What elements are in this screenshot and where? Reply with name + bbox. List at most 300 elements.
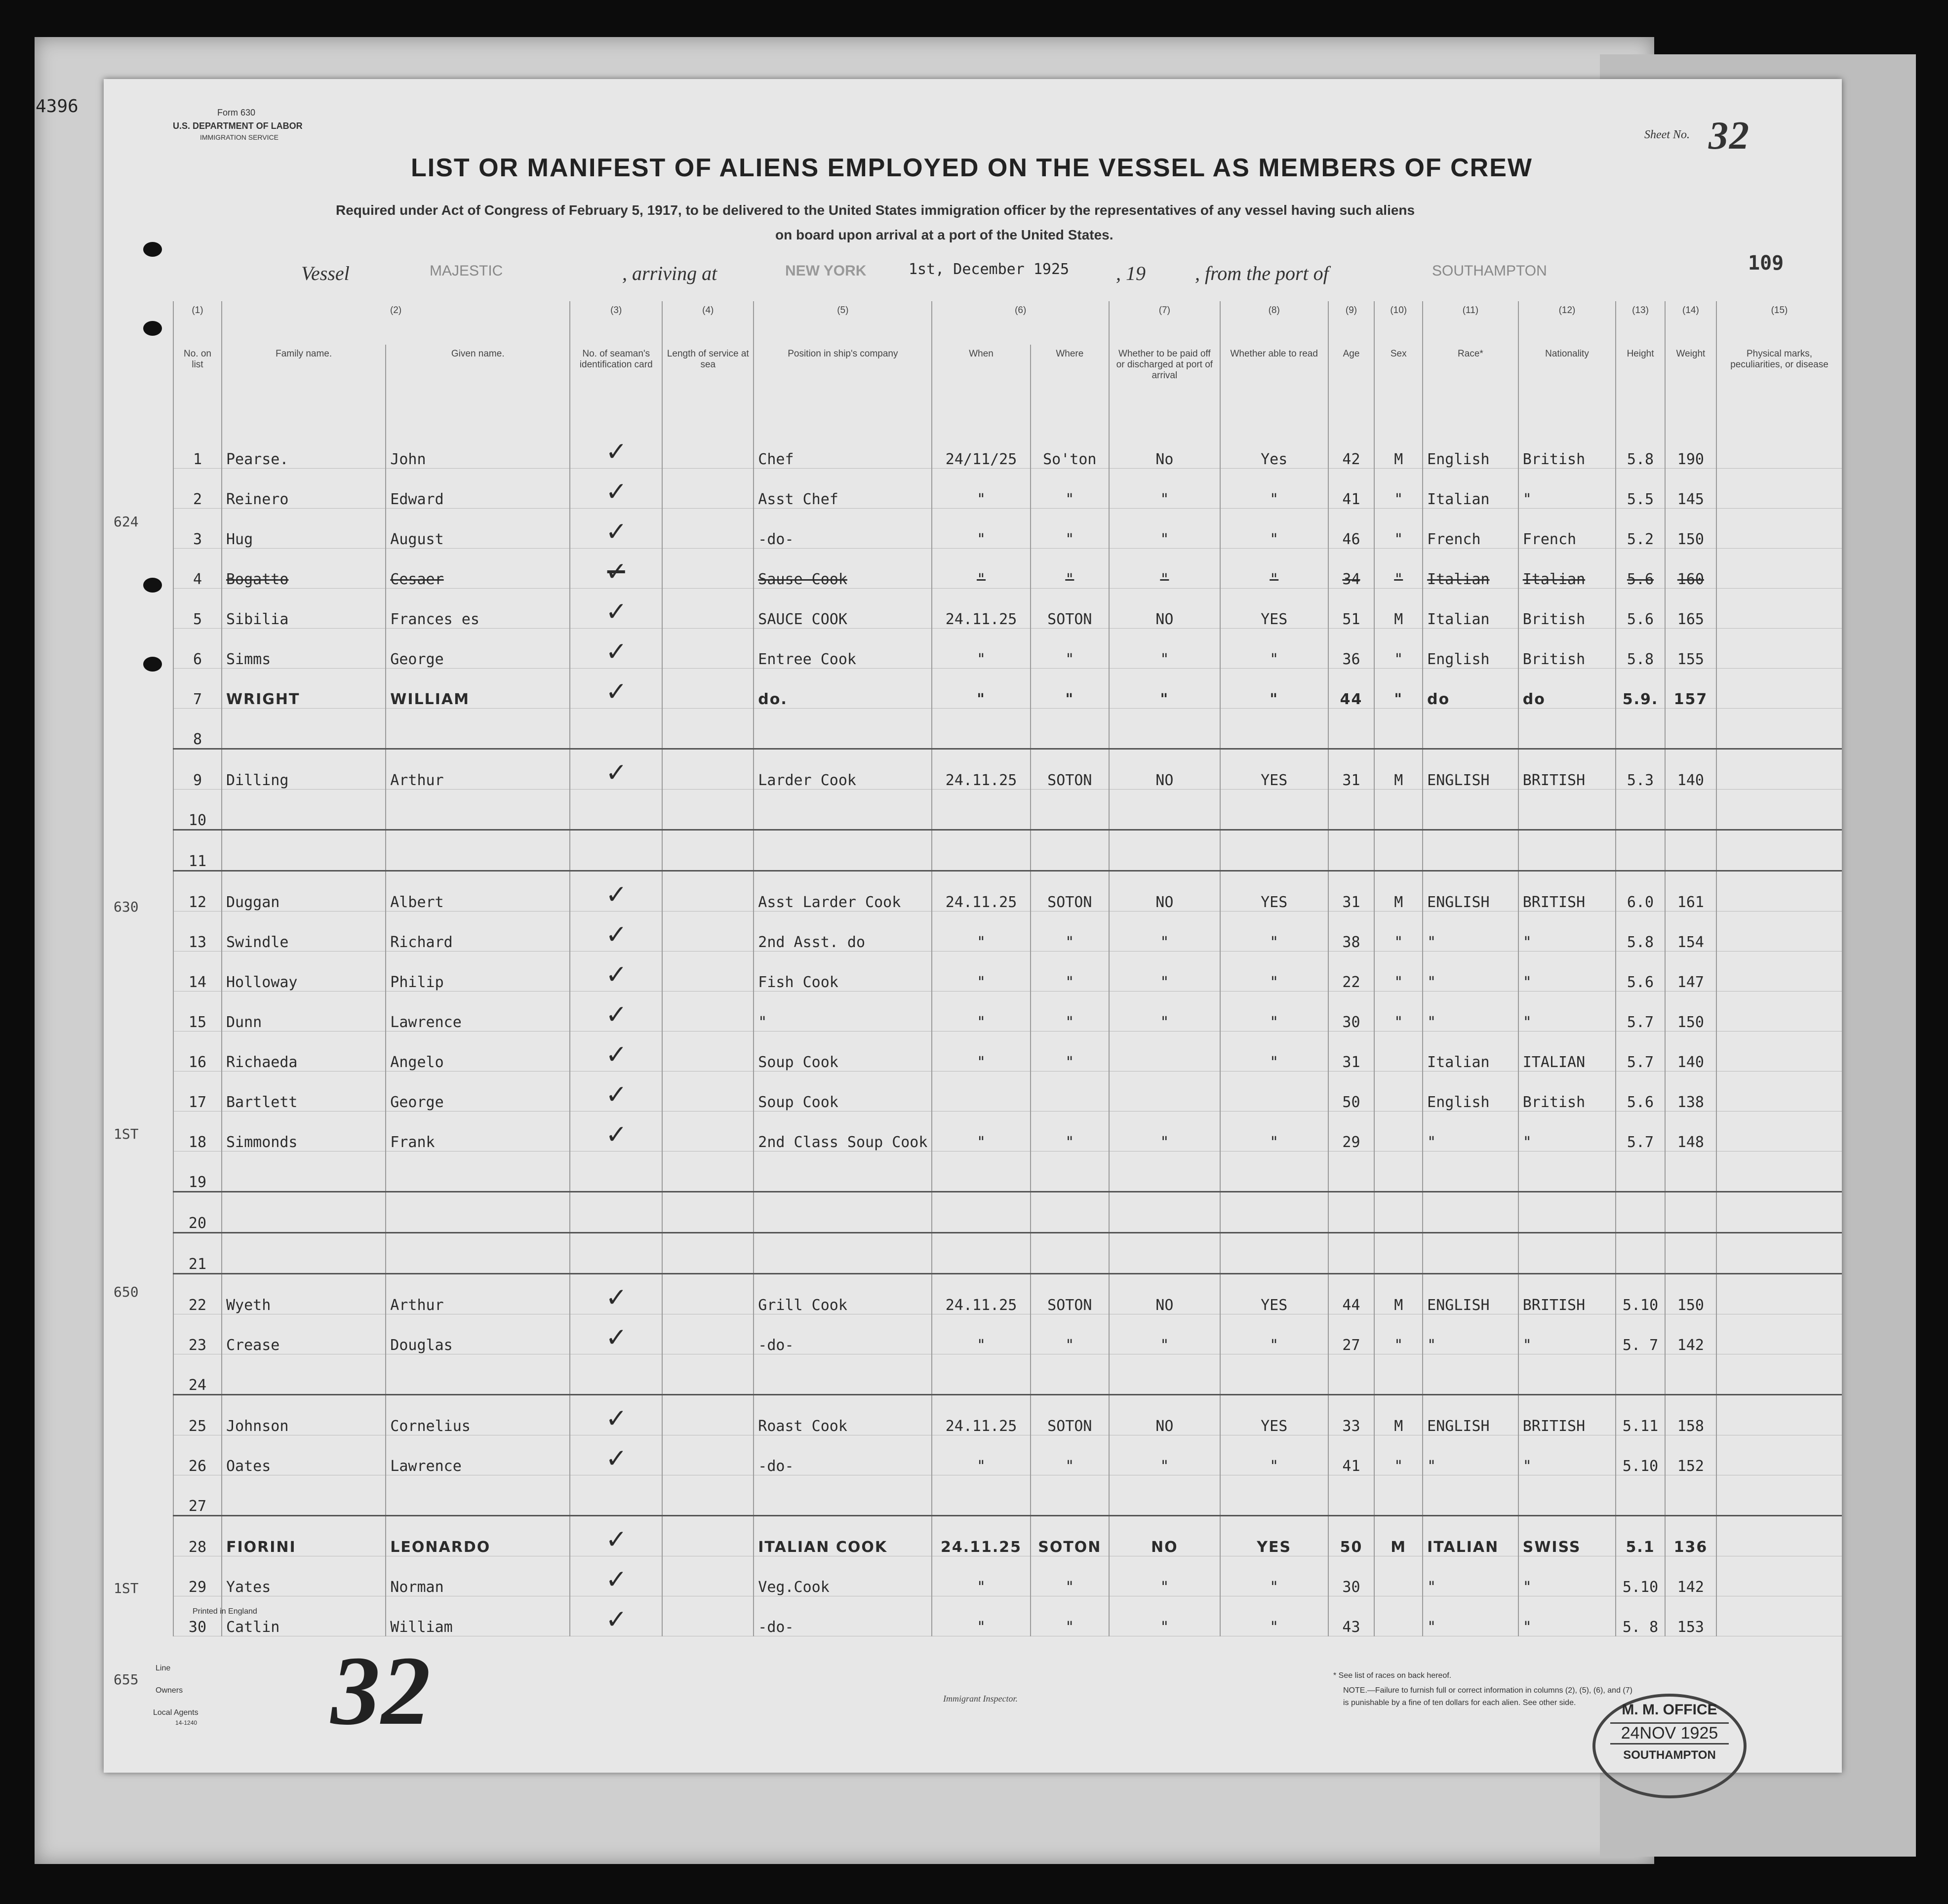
cell-when [932, 1475, 1030, 1516]
cell-family: Johnson [222, 1395, 386, 1435]
cell-weight: 161 [1665, 871, 1716, 912]
cell-age: 31 [1328, 871, 1375, 912]
empty-cell [1716, 1516, 1842, 1556]
cell-read [1220, 790, 1328, 830]
empty-cell [662, 549, 754, 589]
empty-cell [1716, 952, 1842, 992]
colnum: (7) [1109, 301, 1220, 345]
cell-paid [1109, 1192, 1220, 1233]
row-number: 23 [173, 1314, 222, 1354]
cell-where: " [1031, 469, 1109, 509]
cell-paid [1109, 1475, 1220, 1516]
cell-read [1220, 1475, 1328, 1516]
cell-when: " [932, 1314, 1030, 1354]
cell-weight: 136 [1665, 1516, 1716, 1556]
colnum: (4) [662, 301, 754, 345]
cell-age: 43 [1328, 1596, 1375, 1636]
manifest-row [173, 1233, 1842, 1274]
cell-age: 44 [1328, 669, 1375, 709]
cell-when: " [932, 1111, 1030, 1151]
empty-cell [662, 1111, 754, 1151]
id-card-checkmark: ✓ [570, 469, 662, 509]
cell-nat [1518, 1475, 1616, 1516]
cell-when: " [932, 509, 1030, 549]
cell-weight: 153 [1665, 1596, 1716, 1636]
cell-race: " [1423, 1435, 1518, 1475]
empty-cell [1716, 912, 1842, 952]
cell-position: Asst Larder Cook [754, 871, 932, 912]
cell-sex: " [1374, 1314, 1423, 1354]
binder-hole [143, 321, 162, 336]
empty-cell [1716, 509, 1842, 549]
arrival-date: 1st, December 1925 [909, 261, 1070, 278]
cell-race: " [1423, 1596, 1518, 1636]
cell-nat [1518, 790, 1616, 830]
cell-weight [1665, 1233, 1716, 1274]
empty-cell [1716, 1596, 1842, 1636]
cell-nat: ITALIAN [1518, 1031, 1616, 1071]
empty-cell [662, 1354, 754, 1395]
row-number: 17 [173, 1071, 222, 1111]
empty-cell [662, 1596, 754, 1636]
cell-paid: " [1109, 1111, 1220, 1151]
cell-given: George [386, 629, 570, 669]
cell-weight [1665, 709, 1716, 749]
cell-when: " [932, 1031, 1030, 1071]
cell-where: " [1031, 1435, 1109, 1475]
cell-given: Richard [386, 912, 570, 952]
empty-cell [1716, 749, 1842, 790]
row-number: 12 [173, 871, 222, 912]
manifest-row [173, 629, 1842, 669]
cell-when: " [932, 952, 1030, 992]
id-card-checkmark: ✓ [570, 952, 662, 992]
empty-cell [1716, 1556, 1842, 1596]
cell-nat: Italian [1518, 549, 1616, 589]
cell-when: " [932, 1556, 1030, 1596]
cell-position [754, 1233, 932, 1274]
cell-sex: " [1374, 509, 1423, 549]
cell-age: 31 [1328, 749, 1375, 790]
cell-age: 34 [1328, 549, 1375, 589]
cell-sex: " [1374, 912, 1423, 952]
cell-read: " [1220, 952, 1328, 992]
cell-sex: " [1374, 669, 1423, 709]
manifest-row [173, 1556, 1842, 1596]
colnum: (14) [1665, 301, 1716, 345]
cell-where: SOTON [1031, 1395, 1109, 1435]
manifest-row [173, 912, 1842, 952]
cell-given: Albert [386, 871, 570, 912]
stamp-date: 24NOV 1925 [1610, 1722, 1729, 1745]
empty-cell [662, 1395, 754, 1435]
id-card-checkmark: ✓ [570, 1071, 662, 1111]
cell-where: " [1031, 669, 1109, 709]
empty-cell [662, 1031, 754, 1071]
cell-read: " [1220, 469, 1328, 509]
manifest-row [173, 1435, 1842, 1475]
cell-family: Catlin [222, 1596, 386, 1636]
races-note: * See list of races on back hereof. [1333, 1671, 1452, 1680]
empty-cell [1716, 629, 1842, 669]
id-card-checkmark [570, 830, 662, 871]
cell-height: 5.8 [1616, 912, 1665, 952]
cell-position: Veg.Cook [754, 1556, 932, 1596]
cell-family: Bogatto [222, 549, 386, 589]
colnum: (13) [1616, 301, 1665, 345]
empty-cell [1716, 992, 1842, 1031]
empty-cell [1716, 1071, 1842, 1111]
cell-paid [1109, 1031, 1220, 1071]
cell-weight: 154 [1665, 912, 1716, 952]
cell-position: Larder Cook [754, 749, 932, 790]
cell-position: Sause Cook [754, 549, 932, 589]
cell-given: Cesaer [386, 549, 570, 589]
cell-read: YES [1220, 589, 1328, 629]
cell-when [932, 1233, 1030, 1274]
cell-where: " [1031, 1314, 1109, 1354]
subtitle-line-2: on board upon arrival at a port of the United States. [775, 227, 1113, 242]
cell-family [222, 790, 386, 830]
cell-age: 46 [1328, 509, 1375, 549]
cell-position [754, 1192, 932, 1233]
cell-paid [1109, 709, 1220, 749]
empty-cell [1716, 871, 1842, 912]
cell-position [754, 709, 932, 749]
cell-given: William [386, 1596, 570, 1636]
cell-given: Cornelius [386, 1395, 570, 1435]
cell-paid: NO [1109, 871, 1220, 912]
column-header-weight: Weight [1665, 345, 1716, 429]
cell-race: English [1423, 629, 1518, 669]
cell-race: Italian [1423, 1031, 1518, 1071]
cell-nat: " [1518, 1435, 1616, 1475]
empty-cell [662, 1274, 754, 1314]
cell-family: Yates [222, 1556, 386, 1596]
cell-nat [1518, 1151, 1616, 1192]
cell-read [1220, 709, 1328, 749]
cell-where [1031, 1233, 1109, 1274]
row-number: 13 [173, 912, 222, 952]
handwritten-sheet-number: 32 [331, 1636, 432, 1745]
cell-when: 24.11.25 [932, 749, 1030, 790]
vessel-label: Vessel [301, 262, 350, 284]
cell-family [222, 1233, 386, 1274]
id-card-checkmark: ✓ [570, 549, 662, 589]
cell-when: 24.11.25 [932, 1395, 1030, 1435]
cell-nat: British [1518, 429, 1616, 469]
column-header-no: No. on list [173, 345, 222, 429]
binder-hole [143, 657, 162, 672]
column-header-sex: Sex [1374, 345, 1423, 429]
column-header-paid: Whether to be paid off or discharged at port of arrival [1109, 345, 1220, 429]
cell-given: Lawrence [386, 1435, 570, 1475]
cell-paid: " [1109, 1556, 1220, 1596]
cell-paid [1109, 1151, 1220, 1192]
line-label: Line [156, 1664, 171, 1672]
id-card-checkmark: ✓ [570, 1395, 662, 1435]
id-card-checkmark: ✓ [570, 1435, 662, 1475]
cell-family [222, 1354, 386, 1395]
cell-weight: 140 [1665, 749, 1716, 790]
cell-given: Edward [386, 469, 570, 509]
cell-race: " [1423, 952, 1518, 992]
cell-where [1031, 1151, 1109, 1192]
cell-nat: " [1518, 992, 1616, 1031]
cell-age: 30 [1328, 1556, 1375, 1596]
cell-position: -do- [754, 509, 932, 549]
cell-read: " [1220, 549, 1328, 589]
id-card-checkmark: ✓ [570, 871, 662, 912]
empty-cell [662, 669, 754, 709]
cell-family: Wyeth [222, 1274, 386, 1314]
cell-read [1220, 1354, 1328, 1395]
cell-when: " [932, 1435, 1030, 1475]
cell-given: WILLIAM [386, 669, 570, 709]
cell-height [1616, 1475, 1665, 1516]
cell-when: 24.11.25 [932, 1516, 1030, 1556]
cell-race: Italian [1423, 549, 1518, 589]
id-card-checkmark [570, 1475, 662, 1516]
cell-family: Reinero [222, 469, 386, 509]
cell-when: " [932, 912, 1030, 952]
margin-note: 655 [114, 1671, 139, 1688]
cell-position: Asst Chef [754, 469, 932, 509]
stamp-line-3: SOUTHAMPTON [1623, 1748, 1716, 1762]
cell-height: 5.8 [1616, 629, 1665, 669]
cell-sex: M [1374, 1516, 1423, 1556]
id-card-checkmark [570, 1151, 662, 1192]
column-header-height: Height [1616, 345, 1665, 429]
empty-cell [1716, 469, 1842, 509]
empty-cell [662, 1151, 754, 1192]
id-card-checkmark: ✓ [570, 912, 662, 952]
empty-cell [662, 952, 754, 992]
cell-age [1328, 790, 1375, 830]
cell-given: Frances es [386, 589, 570, 629]
cell-when: 24.11.25 [932, 1274, 1030, 1314]
column-header-age: Age [1328, 345, 1375, 429]
colnum: (11) [1423, 301, 1518, 345]
empty-cell [1716, 830, 1842, 871]
cell-given: LEONARDO [386, 1516, 570, 1556]
empty-cell [1716, 429, 1842, 469]
empty-cell [1716, 1395, 1842, 1435]
cell-height [1616, 790, 1665, 830]
cell-family: Dilling [222, 749, 386, 790]
cell-race [1423, 1151, 1518, 1192]
manifest-row [173, 830, 1842, 871]
cell-race [1423, 830, 1518, 871]
cell-paid: " [1109, 992, 1220, 1031]
cell-given [386, 1475, 570, 1516]
cell-height: 5.2 [1616, 509, 1665, 549]
id-card-checkmark: ✓ [570, 749, 662, 790]
cell-age [1328, 1475, 1375, 1516]
cell-weight: 158 [1665, 1395, 1716, 1435]
cell-position [754, 1151, 932, 1192]
empty-cell [662, 871, 754, 912]
cell-age: 33 [1328, 1395, 1375, 1435]
empty-cell [662, 1475, 754, 1516]
column-header-given: Given name. [386, 345, 570, 429]
cell-nat: " [1518, 912, 1616, 952]
cell-where: " [1031, 1031, 1109, 1071]
cell-race [1423, 709, 1518, 749]
mm-office-stamp [1592, 1694, 1747, 1798]
cell-race: " [1423, 1314, 1518, 1354]
margin-note: 650 [114, 1284, 139, 1300]
cell-paid: NO [1109, 1274, 1220, 1314]
cell-when: 24.11.25 [932, 871, 1030, 912]
cell-nat: BRITISH [1518, 1395, 1616, 1435]
cell-age: 36 [1328, 629, 1375, 669]
empty-cell [1716, 1233, 1842, 1274]
row-number: 11 [173, 830, 222, 871]
cell-paid [1109, 1354, 1220, 1395]
cell-race: ENGLISH [1423, 1395, 1518, 1435]
cell-height: 5.10 [1616, 1435, 1665, 1475]
cell-sex [1374, 1596, 1423, 1636]
cell-read [1220, 1071, 1328, 1111]
empty-cell [662, 629, 754, 669]
row-number: 4 [173, 549, 222, 589]
cell-position: " [754, 992, 932, 1031]
department: U.S. DEPARTMENT OF LABOR [173, 121, 303, 131]
cell-family: Pearse. [222, 429, 386, 469]
id-card-checkmark: ✓ [570, 1274, 662, 1314]
cell-family: Simms [222, 629, 386, 669]
stamp-line-1: M. M. OFFICE [1622, 1702, 1717, 1718]
cell-race: Italian [1423, 589, 1518, 629]
cell-sex: " [1374, 549, 1423, 589]
cell-family: Hug [222, 509, 386, 549]
cell-weight: 155 [1665, 629, 1716, 669]
empty-cell [662, 1435, 754, 1475]
cell-nat [1518, 830, 1616, 871]
cell-position: Chef [754, 429, 932, 469]
cell-read [1220, 1233, 1328, 1274]
cell-position: Entree Cook [754, 629, 932, 669]
cell-where: SOTON [1031, 589, 1109, 629]
cell-weight: 145 [1665, 469, 1716, 509]
column-header-marks: Physical marks, peculiarities, or disease [1716, 345, 1842, 429]
manifest-row [173, 469, 1842, 509]
cell-read: " [1220, 1596, 1328, 1636]
cell-sex: " [1374, 992, 1423, 1031]
manifest-row [173, 589, 1842, 629]
empty-cell [662, 469, 754, 509]
row-number: 22 [173, 1274, 222, 1314]
cell-weight [1665, 1475, 1716, 1516]
cell-when: " [932, 992, 1030, 1031]
cell-race: do [1423, 669, 1518, 709]
cell-sex [1374, 830, 1423, 871]
cell-nat: BRITISH [1518, 871, 1616, 912]
cell-read [1220, 1151, 1328, 1192]
subtitle-line-1: Required under Act of Congress of February 5, 1917, to be delivered to the United States immigration officer by the representatives of any vessel having such aliens [336, 202, 1415, 218]
cell-sex [1374, 1233, 1423, 1274]
cell-given [386, 1151, 570, 1192]
empty-cell [1716, 1314, 1842, 1354]
colnum: (6) [932, 301, 1109, 345]
manifest-row [173, 509, 1842, 549]
cell-position: Grill Cook [754, 1274, 932, 1314]
cell-when [932, 830, 1030, 871]
cell-weight: 142 [1665, 1314, 1716, 1354]
id-card-checkmark: ✓ [570, 1111, 662, 1151]
manifest-row [173, 871, 1842, 912]
cell-paid: " [1109, 912, 1220, 952]
form-number: Form 630 [217, 108, 256, 118]
row-number: 18 [173, 1111, 222, 1151]
cell-where: SOTON [1031, 871, 1109, 912]
cell-paid: NO [1109, 1516, 1220, 1556]
cell-weight [1665, 1151, 1716, 1192]
cell-family: WRIGHT [222, 669, 386, 709]
cell-weight [1665, 790, 1716, 830]
cell-read: YES [1220, 749, 1328, 790]
cell-where: " [1031, 1111, 1109, 1151]
empty-cell [662, 1192, 754, 1233]
arriving-label: , arriving at [622, 262, 717, 284]
cell-position [754, 790, 932, 830]
cell-when: 24.11.25 [932, 589, 1030, 629]
cell-nat [1518, 1354, 1616, 1395]
row-number: 6 [173, 629, 222, 669]
cell-position [754, 830, 932, 871]
empty-cell [1716, 709, 1842, 749]
cell-paid: " [1109, 629, 1220, 669]
id-card-checkmark: ✓ [570, 629, 662, 669]
cell-race: English [1423, 1071, 1518, 1111]
cell-given [386, 1354, 570, 1395]
failure-note: NOTE.—Failure to furnish full or correct information in columns (2), (5), (6), and (7) [1343, 1686, 1632, 1695]
cell-paid: NO [1109, 749, 1220, 790]
cell-weight: 165 [1665, 589, 1716, 629]
cell-read: " [1220, 629, 1328, 669]
cell-sex [1374, 1556, 1423, 1596]
cell-sex: M [1374, 871, 1423, 912]
cell-where: SOTON [1031, 1516, 1109, 1556]
cell-height: 5.10 [1616, 1556, 1665, 1596]
row-number: 24 [173, 1354, 222, 1395]
row-number: 14 [173, 952, 222, 992]
cell-sex [1374, 1111, 1423, 1151]
cell-age: 31 [1328, 1031, 1375, 1071]
cell-read [1220, 1192, 1328, 1233]
service: IMMIGRATION SERVICE [200, 133, 278, 141]
cell-age [1328, 1233, 1375, 1274]
cell-age: 22 [1328, 952, 1375, 992]
cell-race: " [1423, 992, 1518, 1031]
cell-nat: BRITISH [1518, 1274, 1616, 1314]
id-card-checkmark [570, 1233, 662, 1274]
row-number: 5 [173, 589, 222, 629]
id-card-checkmark: ✓ [570, 1314, 662, 1354]
cell-height: 5. 7 [1616, 1314, 1665, 1354]
cell-family [222, 1151, 386, 1192]
cell-height: 5.3 [1616, 749, 1665, 790]
column-header-position: Position in ship's company [754, 345, 932, 429]
cell-read: " [1220, 992, 1328, 1031]
id-card-checkmark [570, 1192, 662, 1233]
cell-race: ENGLISH [1423, 871, 1518, 912]
row-number: 1 [173, 429, 222, 469]
cell-race: French [1423, 509, 1518, 549]
cell-read: " [1220, 1111, 1328, 1151]
manifest-row [173, 1516, 1842, 1556]
